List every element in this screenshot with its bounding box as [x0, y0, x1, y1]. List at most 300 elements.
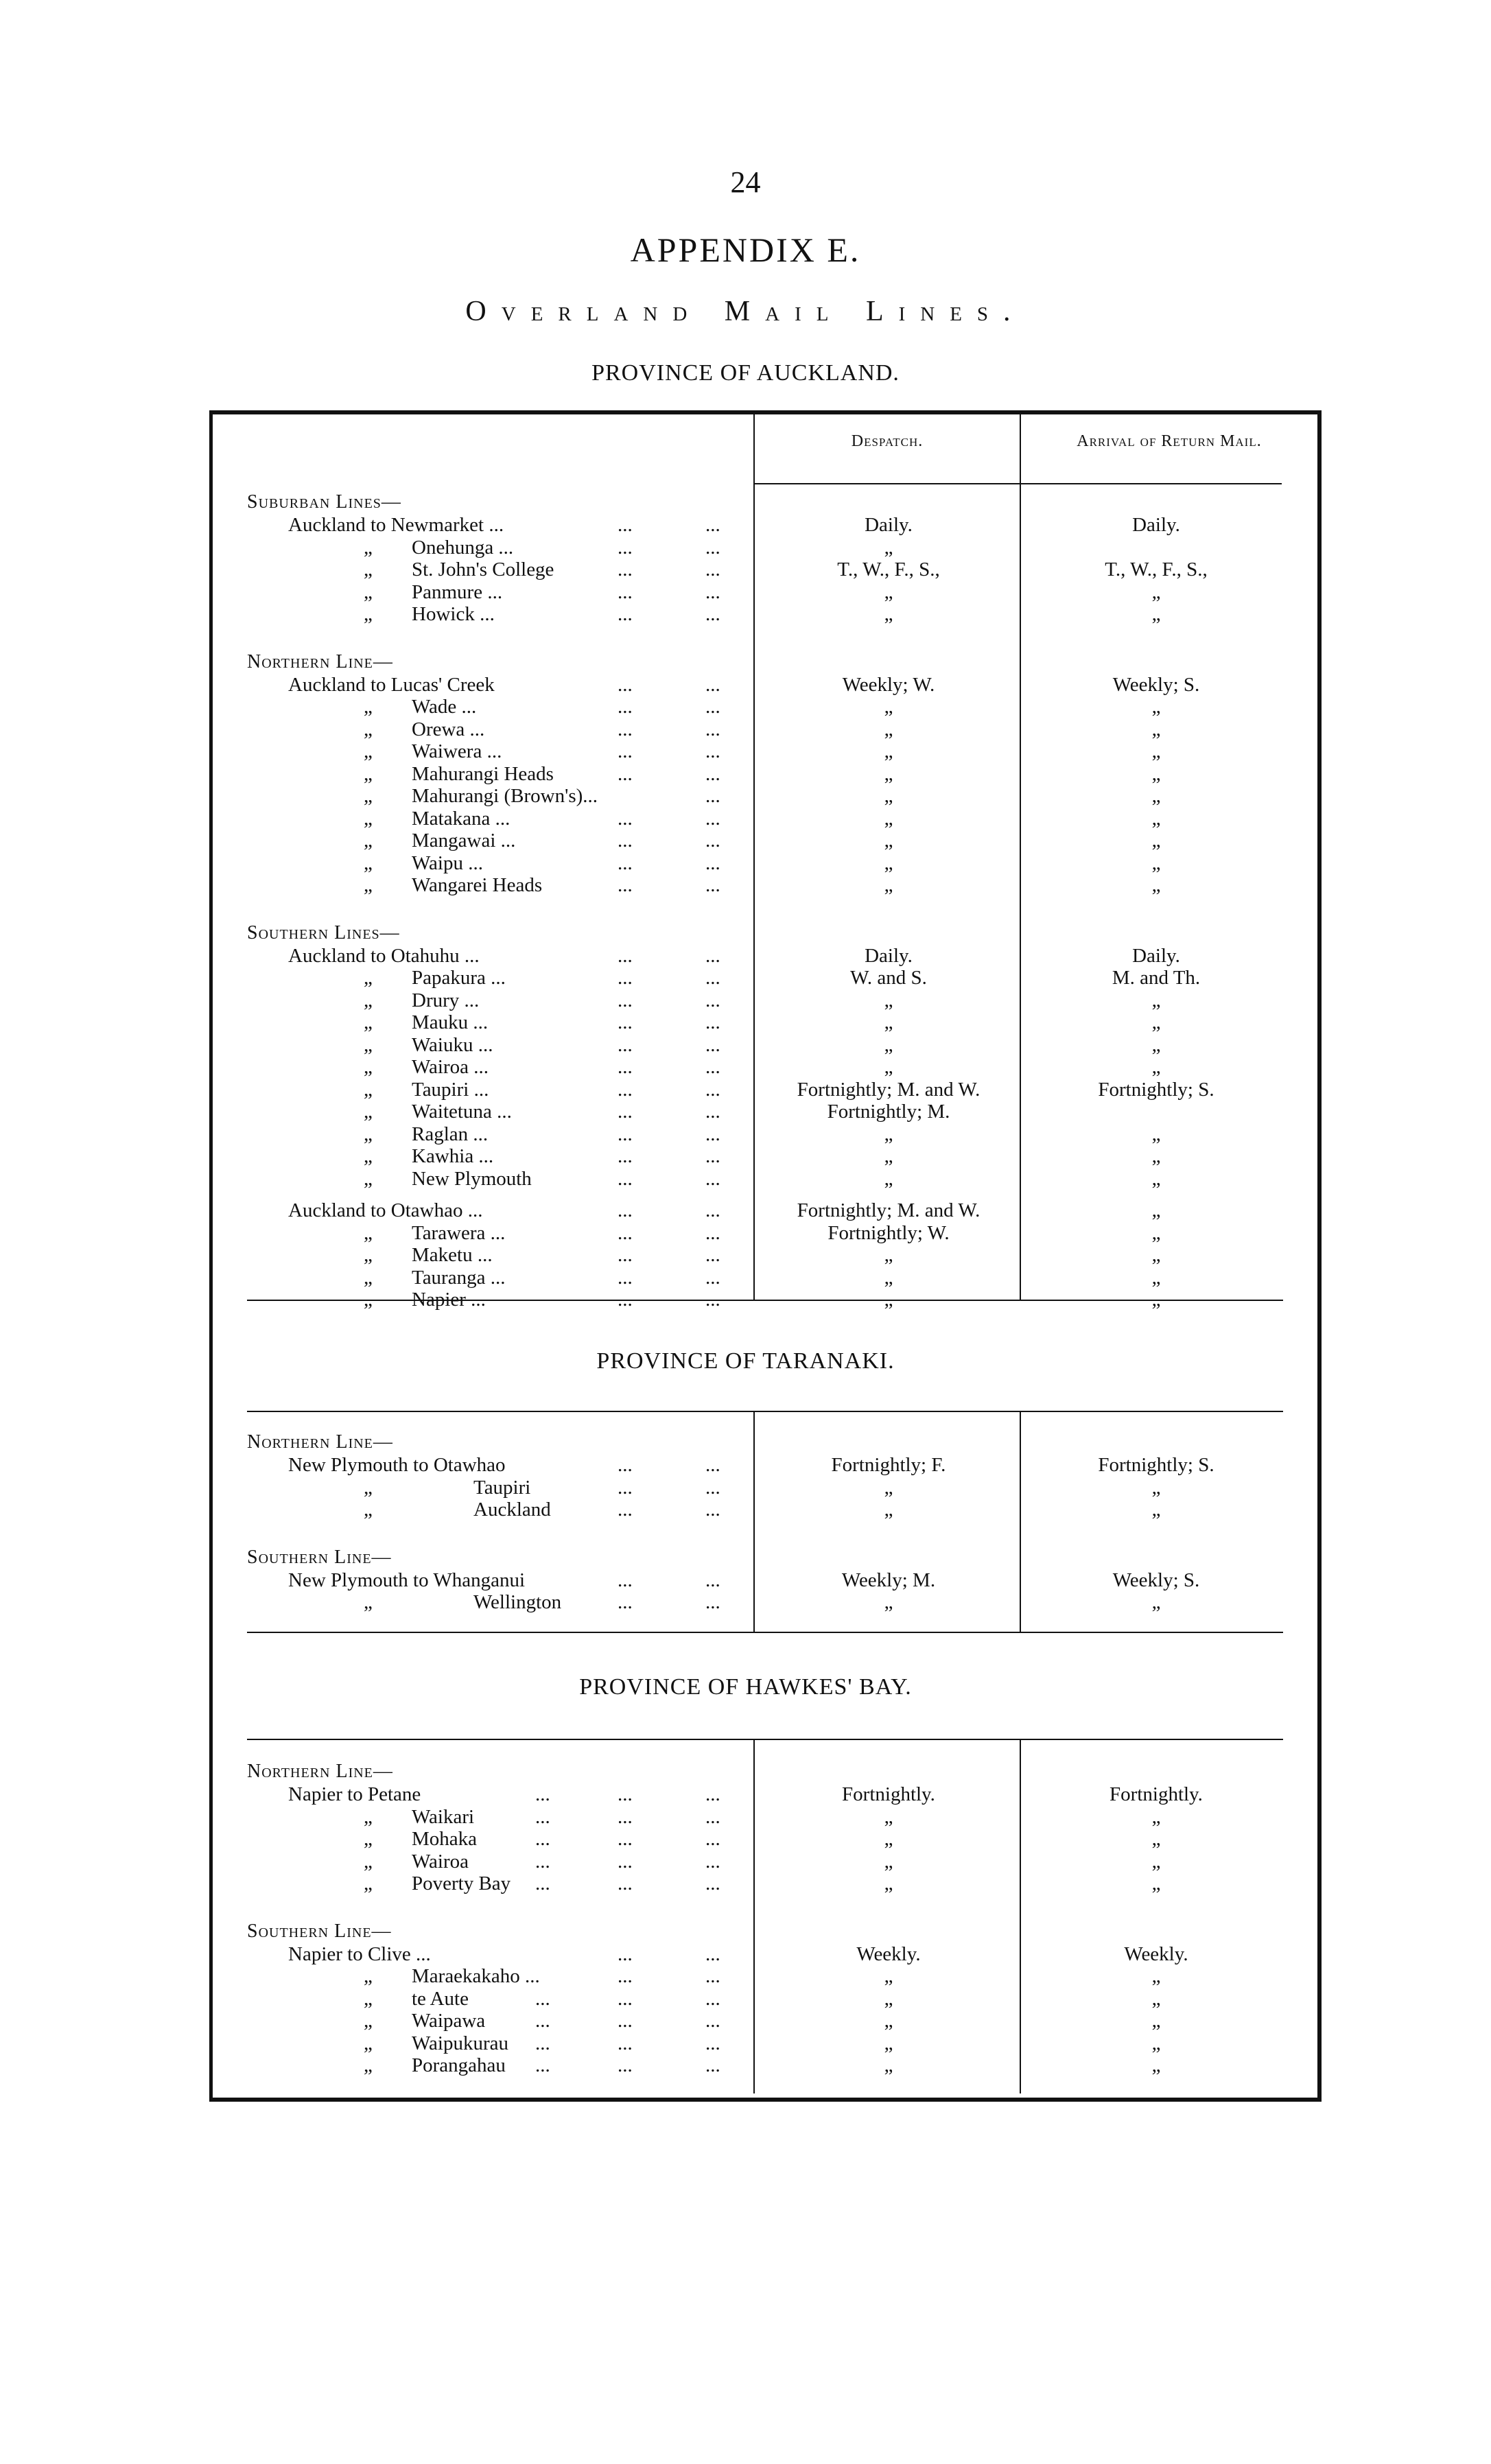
ditto-mark: „ — [364, 1011, 373, 1033]
taranaki-bottom-rule — [247, 1632, 1283, 1633]
table-row — [247, 1499, 1290, 1521]
place-name: Napier to Clive ... — [288, 1943, 431, 1965]
despatch-value: „ — [884, 1873, 893, 1894]
table-row — [247, 1828, 1290, 1851]
section-spacer — [247, 626, 1290, 650]
leader-dots: ... — [535, 2032, 550, 2054]
leader-dots: ... — [618, 1828, 633, 1850]
despatch-column-header: Despatch. — [851, 432, 924, 450]
ditto-mark: „ — [364, 1056, 373, 1078]
place-name: Waikari — [412, 1805, 475, 1828]
table-row — [247, 674, 1290, 696]
despatch-value: „ — [884, 852, 893, 874]
despatch-value: Weekly; W. — [842, 673, 935, 696]
leader-dots: ... — [705, 1289, 720, 1311]
leader-dots: ... — [618, 1078, 633, 1101]
despatch-value: „ — [884, 1499, 893, 1521]
leader-dots: ... — [618, 852, 633, 874]
table-left-rule — [209, 410, 213, 2102]
despatch-value: Fortnightly; M. — [827, 1101, 950, 1123]
despatch-value: „ — [884, 580, 893, 603]
leader-dots: ... — [535, 1987, 550, 2010]
leader-dots: ... — [618, 762, 633, 785]
place-name: Maraekakaho ... — [412, 1965, 540, 1987]
leader-dots: ... — [705, 852, 720, 874]
arrival-value: „ — [1151, 740, 1161, 762]
leader-dots: ... — [618, 1965, 633, 1987]
table-row — [247, 1569, 1290, 1592]
ditto-mark: „ — [364, 1591, 373, 1613]
leader-dots: ... — [705, 1101, 720, 1123]
despatch-value: W. and S. — [850, 967, 927, 989]
table-row — [247, 1851, 1290, 1873]
place-name: Waitetuna ... — [412, 1101, 512, 1123]
leader-dots: ... — [705, 1783, 720, 1805]
ditto-mark: „ — [364, 2054, 373, 2076]
table-row — [247, 1591, 1290, 1614]
leader-dots: ... — [705, 1199, 720, 1221]
leader-dots: ... — [705, 1033, 720, 1056]
line-heading: Northern Line— — [247, 650, 393, 672]
place-name: Napier to Petane — [288, 1783, 421, 1805]
leader-dots: ... — [618, 1145, 633, 1167]
despatch-value: „ — [884, 874, 893, 896]
place-name: Papakura ... — [412, 967, 506, 989]
despatch-value: „ — [884, 603, 893, 625]
leader-dots: ... — [618, 1783, 633, 1805]
place-name: Auckland — [473, 1499, 551, 1521]
ditto-mark: „ — [364, 1873, 373, 1894]
table-row — [247, 967, 1290, 989]
table-row — [247, 1199, 1290, 1222]
table-row — [247, 1145, 1290, 1168]
ditto-mark: „ — [364, 1850, 373, 1873]
leader-dots: ... — [705, 2054, 720, 2076]
leader-dots: ... — [618, 718, 633, 740]
table-row — [247, 874, 1290, 897]
leader-dots: ... — [705, 967, 720, 989]
place-name: Mangawai ... — [412, 830, 516, 852]
despatch-value: Weekly; M. — [841, 1569, 936, 1591]
leader-dots: ... — [705, 740, 720, 762]
section-spacer — [247, 1521, 1290, 1546]
ditto-mark: „ — [364, 1476, 373, 1499]
despatch-value: „ — [884, 1828, 893, 1850]
leader-dots: ... — [618, 1033, 633, 1056]
arrival-value: Fortnightly; S. — [1098, 1078, 1214, 1101]
arrival-value: M. and Th. — [1112, 967, 1201, 989]
leader-dots: ... — [618, 1569, 633, 1591]
table-row — [247, 1244, 1290, 1267]
leader-dots: ... — [705, 830, 720, 852]
despatch-value: „ — [884, 807, 893, 830]
ditto-mark: „ — [364, 1828, 373, 1850]
table-row — [247, 603, 1290, 626]
despatch-value: Fortnightly. — [842, 1783, 935, 1805]
province-taranaki-title: PROVINCE OF TARANAKI. — [596, 1348, 895, 1374]
header-underline — [753, 483, 1282, 484]
leader-dots: ... — [618, 2032, 633, 2054]
despatch-value: „ — [884, 762, 893, 785]
despatch-value: „ — [884, 1591, 893, 1613]
arrival-value: „ — [1151, 2010, 1161, 2032]
province-hawkes-bay-title: PROVINCE OF HAWKES' BAY. — [579, 1674, 912, 1700]
leader-dots: ... — [705, 944, 720, 967]
leader-dots: ... — [618, 989, 633, 1011]
leader-dots: ... — [618, 740, 633, 762]
place-name: Mauku ... — [412, 1011, 489, 1033]
place-name: Raglan ... — [412, 1123, 489, 1145]
ditto-mark: „ — [364, 785, 373, 807]
table-row — [247, 852, 1290, 875]
table-row — [247, 1873, 1290, 1895]
place-name: Mohaka — [412, 1828, 478, 1850]
leader-dots: ... — [705, 718, 720, 740]
ditto-mark: „ — [364, 1266, 373, 1289]
place-name: te Aute — [412, 1987, 469, 2010]
leader-dots: ... — [618, 1266, 633, 1289]
place-name: Poverty Bay — [412, 1873, 511, 1894]
leader-dots: ... — [705, 1987, 720, 2010]
despatch-value: „ — [884, 1244, 893, 1266]
place-name: Tauranga ... — [412, 1266, 506, 1289]
despatch-value: „ — [884, 1167, 893, 1190]
place-name: Onehunga ... — [412, 536, 514, 559]
arrival-value: „ — [1151, 1199, 1161, 1221]
arrival-value: „ — [1151, 1591, 1161, 1613]
place-name: St. John's College — [412, 559, 554, 580]
despatch-value: Weekly. — [856, 1943, 921, 1965]
table-row — [247, 581, 1290, 604]
leader-dots: ... — [705, 2010, 720, 2032]
table-row — [247, 2054, 1290, 2077]
hawkes-bay-lines — [247, 1760, 1290, 2077]
place-name: Auckland to Otahuhu ... — [288, 944, 480, 967]
ditto-mark: „ — [364, 1499, 373, 1521]
despatch-value: Daily. — [865, 944, 913, 967]
row-spacer — [247, 1190, 1290, 1199]
hawkes-top-rule — [247, 1739, 1283, 1740]
leader-dots: ... — [618, 874, 633, 896]
table-row — [247, 1101, 1290, 1123]
leader-dots: ... — [705, 1266, 720, 1289]
ditto-mark: „ — [364, 559, 373, 580]
table-row — [247, 1289, 1290, 1311]
leader-dots: ... — [535, 2010, 550, 2032]
leader-dots: ... — [618, 967, 633, 989]
arrival-value: „ — [1151, 852, 1161, 874]
place-name: Maketu ... — [412, 1244, 493, 1266]
table-row — [247, 1011, 1290, 1034]
place-name: Orewa ... — [412, 718, 485, 740]
section-spacer — [247, 897, 1290, 922]
ditto-mark: „ — [364, 1078, 373, 1101]
table-row — [247, 785, 1290, 808]
leader-dots: ... — [618, 1476, 633, 1499]
place-name: Wade ... — [412, 696, 477, 718]
auckland-lines — [247, 491, 1290, 1311]
table-row — [247, 2010, 1290, 2032]
place-name: Howick ... — [412, 603, 495, 625]
despatch-value: „ — [884, 2054, 893, 2076]
leader-dots: ... — [535, 1828, 550, 1850]
despatch-value: „ — [884, 2032, 893, 2054]
ditto-mark: „ — [364, 2010, 373, 2032]
leader-dots: ... — [705, 1569, 720, 1591]
leader-dots: ... — [618, 1056, 633, 1078]
table-row — [247, 1783, 1290, 1806]
leader-dots: ... — [618, 1221, 633, 1244]
ditto-mark: „ — [364, 1965, 373, 1987]
ditto-mark: „ — [364, 1289, 373, 1311]
leader-dots: ... — [618, 536, 633, 559]
arrival-value: „ — [1151, 2032, 1161, 2054]
table-row — [247, 1168, 1290, 1190]
table-row — [247, 1034, 1290, 1057]
despatch-value: „ — [884, 2010, 893, 2032]
leader-dots: ... — [705, 603, 720, 625]
place-name: Wairoa — [412, 1850, 469, 1873]
despatch-value: „ — [884, 696, 893, 718]
despatch-value: „ — [884, 1266, 893, 1289]
appendix-title: APPENDIX E. — [630, 231, 861, 269]
ditto-mark: „ — [364, 874, 373, 896]
table-right-rule — [1317, 410, 1322, 2102]
leader-dots: ... — [618, 1244, 633, 1266]
place-name: Waiuku ... — [412, 1033, 493, 1056]
leader-dots: ... — [618, 944, 633, 967]
table-row — [247, 1222, 1290, 1245]
line-heading: Southern Line— — [247, 1920, 392, 1942]
table-row — [247, 559, 1290, 581]
place-name: Panmure ... — [412, 580, 503, 603]
table-row — [247, 537, 1290, 559]
leader-dots: ... — [618, 1167, 633, 1190]
despatch-value: „ — [884, 1965, 893, 1987]
leader-dots: ... — [705, 559, 720, 580]
leader-dots: ... — [535, 1850, 550, 1873]
leader-dots: ... — [705, 1167, 720, 1190]
arrival-value: Fortnightly. — [1110, 1783, 1203, 1805]
taranaki-lines — [247, 1431, 1290, 1614]
despatch-value: „ — [884, 1805, 893, 1828]
leader-dots: ... — [618, 2010, 633, 2032]
table-row — [247, 763, 1290, 786]
table-bottom-rule — [209, 2098, 1322, 2102]
section-spacer — [247, 1895, 1290, 1920]
leader-dots: ... — [618, 1591, 633, 1613]
place-name: Auckland to Lucas' Creek — [288, 673, 495, 696]
despatch-value: „ — [884, 740, 893, 762]
arrival-value: „ — [1151, 1805, 1161, 1828]
leader-dots: ... — [535, 1805, 550, 1828]
place-name: Wairoa ... — [412, 1056, 489, 1078]
table-row — [247, 1123, 1290, 1146]
leader-dots: ... — [705, 1873, 720, 1894]
arrival-value: „ — [1151, 989, 1161, 1011]
ditto-mark: „ — [364, 603, 373, 625]
despatch-value: „ — [884, 718, 893, 740]
table-row — [247, 945, 1290, 967]
arrival-value: „ — [1151, 1167, 1161, 1190]
leader-dots: ... — [618, 807, 633, 830]
despatch-value: „ — [884, 536, 893, 559]
arrival-value: Weekly; S. — [1112, 673, 1200, 696]
despatch-value: Fortnightly; F. — [831, 1454, 946, 1476]
place-name: Taupiri ... — [412, 1078, 489, 1101]
table-row — [247, 1806, 1290, 1829]
arrival-value: „ — [1151, 1828, 1161, 1850]
arrival-value: „ — [1151, 830, 1161, 852]
place-name: Kawhia ... — [412, 1145, 494, 1167]
place-name: Wangarei Heads — [412, 874, 543, 896]
despatch-value: Fortnightly; M. and W. — [797, 1078, 981, 1101]
ditto-mark: „ — [364, 830, 373, 852]
leader-dots: ... — [705, 1244, 720, 1266]
leader-dots: ... — [705, 762, 720, 785]
leader-dots: ... — [618, 696, 633, 718]
leader-dots: ... — [705, 514, 720, 536]
arrival-value: „ — [1151, 2054, 1161, 2076]
leader-dots: ... — [705, 1943, 720, 1965]
leader-dots: ... — [705, 1056, 720, 1078]
leader-dots: ... — [705, 1591, 720, 1613]
line-heading: Northern Line— — [247, 1431, 393, 1453]
place-name: New Plymouth to Whanganui — [288, 1569, 526, 1591]
place-name: Mahurangi Heads — [412, 762, 554, 785]
arrival-value: „ — [1151, 1266, 1161, 1289]
despatch-value: „ — [884, 1476, 893, 1499]
despatch-value: „ — [884, 1289, 893, 1311]
line-heading: Northern Line— — [247, 1761, 393, 1782]
leader-dots: ... — [618, 830, 633, 852]
arrival-value: „ — [1151, 1033, 1161, 1056]
leader-dots: ... — [705, 989, 720, 1011]
leader-dots: ... — [618, 1850, 633, 1873]
leader-dots: ... — [618, 580, 633, 603]
leader-dots: ... — [618, 2054, 633, 2076]
table-row — [247, 808, 1290, 830]
table-row — [247, 1079, 1290, 1101]
leader-dots: ... — [705, 1078, 720, 1101]
place-name: New Plymouth — [412, 1167, 532, 1190]
leader-dots: ... — [705, 1123, 720, 1145]
despatch-value: „ — [884, 1145, 893, 1167]
arrival-value: Daily. — [1132, 944, 1180, 967]
table-row — [247, 2032, 1290, 2055]
place-name: Matakana ... — [412, 807, 510, 830]
arrival-value: „ — [1151, 1987, 1161, 2010]
arrival-column-header: Arrival of Return Mail. — [1077, 432, 1262, 450]
table-row — [247, 1988, 1290, 2010]
arrival-value: „ — [1151, 1965, 1161, 1987]
page-number: 24 — [730, 165, 761, 199]
leader-dots: ... — [618, 514, 633, 536]
leader-dots: ... — [618, 1987, 633, 2010]
ditto-mark: „ — [364, 967, 373, 989]
table-row — [247, 718, 1290, 741]
leader-dots: ... — [618, 1499, 633, 1521]
ditto-mark: „ — [364, 1167, 373, 1190]
ditto-mark: „ — [364, 696, 373, 718]
leader-dots: ... — [535, 1873, 550, 1894]
despatch-value: „ — [884, 1850, 893, 1873]
ditto-mark: „ — [364, 1033, 373, 1056]
ditto-mark: „ — [364, 762, 373, 785]
place-name: Auckland to Otawhao ... — [288, 1199, 483, 1221]
leader-dots: ... — [705, 1850, 720, 1873]
arrival-value: „ — [1151, 1873, 1161, 1894]
leader-dots: ... — [618, 1199, 633, 1221]
leader-dots: ... — [705, 1805, 720, 1828]
arrival-value: Fortnightly; S. — [1098, 1454, 1214, 1476]
ditto-mark: „ — [364, 2032, 373, 2054]
place-name: Wellington — [473, 1591, 562, 1613]
ditto-mark: „ — [364, 1221, 373, 1244]
place-name: Mahurangi (Brown's)... — [412, 785, 598, 807]
arrival-value: „ — [1151, 1289, 1161, 1311]
despatch-value: „ — [884, 1987, 893, 2010]
leader-dots: ... — [705, 1476, 720, 1499]
leader-dots: ... — [618, 1454, 633, 1476]
table-row — [247, 1056, 1290, 1079]
arrival-value: „ — [1151, 718, 1161, 740]
table-row — [247, 1943, 1290, 1966]
taranaki-top-rule — [247, 1411, 1283, 1412]
ditto-mark: „ — [364, 718, 373, 740]
line-heading: Suburban Lines— — [247, 491, 401, 513]
despatch-value: „ — [884, 1011, 893, 1033]
arrival-value: „ — [1151, 874, 1161, 896]
ditto-mark: „ — [364, 1805, 373, 1828]
table-row — [247, 1454, 1290, 1477]
leader-dots: ... — [705, 673, 720, 696]
leader-dots: ... — [618, 1123, 633, 1145]
ditto-mark: „ — [364, 807, 373, 830]
leader-dots: ... — [705, 785, 720, 807]
leader-dots: ... — [705, 807, 720, 830]
despatch-value: „ — [884, 1056, 893, 1078]
ditto-mark: „ — [364, 536, 373, 559]
place-name: Tarawera ... — [412, 1221, 506, 1244]
leader-dots: ... — [705, 696, 720, 718]
place-name: Waiwera ... — [412, 740, 502, 762]
despatch-value: „ — [884, 830, 893, 852]
leader-dots: ... — [618, 1873, 633, 1894]
place-name: Waipu ... — [412, 852, 483, 874]
leader-dots: ... — [705, 2032, 720, 2054]
ditto-mark: „ — [364, 989, 373, 1011]
place-name: Napier ... — [412, 1289, 486, 1311]
despatch-value: „ — [884, 1033, 893, 1056]
arrival-value: „ — [1151, 1056, 1161, 1078]
table-row — [247, 696, 1290, 718]
place-name: Taupiri — [473, 1476, 531, 1499]
table-row — [247, 1267, 1290, 1289]
despatch-value: „ — [884, 1123, 893, 1145]
ditto-mark: „ — [364, 580, 373, 603]
arrival-value: „ — [1151, 762, 1161, 785]
place-name: Auckland to Newmarket ... — [288, 514, 504, 536]
ditto-mark: „ — [364, 1244, 373, 1266]
ditto-mark: „ — [364, 740, 373, 762]
arrival-value: Weekly. — [1124, 1943, 1188, 1965]
arrival-value: Daily. — [1132, 514, 1180, 536]
leader-dots: ... — [705, 1965, 720, 1987]
line-heading: Southern Lines— — [247, 922, 400, 943]
arrival-value: „ — [1151, 1145, 1161, 1167]
arrival-value: „ — [1151, 696, 1161, 718]
